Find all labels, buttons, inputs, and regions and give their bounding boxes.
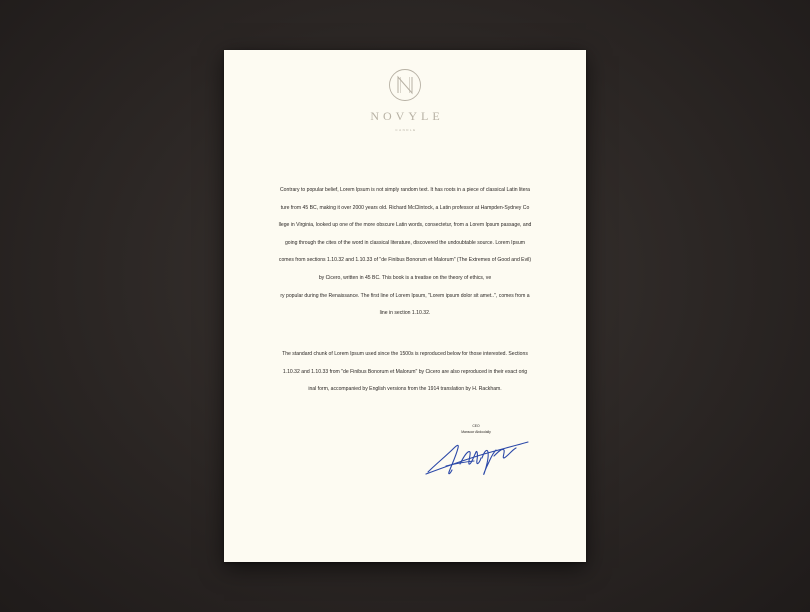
letter-page — [224, 50, 586, 562]
logo-wordmark: NOVYLE — [370, 109, 444, 123]
letter-paragraph-2 — [270, 346, 540, 399]
paragraph-line: The standard chunk of Lorem Ipsum used since the 1500s is reproduced below for those interested. Sections — [282, 351, 528, 357]
paragraph-line: comes from sections 1.10.32 and 1.10.33 of "de Finibus Bonorum et Malorum" (The Extremes of Good and Evil) — [278, 257, 532, 264]
paragraph-line: llege in Virginia, looked up one of the more obscure Latin words, consectetur, from a Lorem Ipsum passage, and — [278, 222, 532, 229]
letter-paragraph-1 — [270, 182, 540, 323]
paragraph-line: ture from 45 BC, making it over 2000 years old. Richard McClintock, a Latin professor at Hampden-Sydney Co — [280, 204, 530, 211]
signatory-title: CEO — [472, 424, 480, 428]
signature-icon — [424, 434, 532, 478]
company-logo — [224, 68, 586, 132]
paragraph-line: going through the cites of the word in classical literature, discovered the undoubtable source. Lorem Ipsum — [284, 239, 526, 246]
paragraph-line: 1.10.32 and 1.10.33 from "de Finibus Bonorum et Malorum" by Cicero are also reproduced in their exact orig — [282, 368, 528, 375]
paragraph-line: line in section 1.10.32. — [379, 310, 431, 317]
monogram-logo-icon — [388, 68, 422, 102]
paragraph-line: Contrary to popular belief, Lorem Ipsum is not simply random text. It has roots in a piece of classical Latin litera — [280, 187, 530, 193]
paragraph-line: inal form, accompanied by English versions from the 1914 translation by H. Rackham. — [308, 386, 502, 393]
signatory-name: Mansoor Abdoolally — [461, 430, 491, 434]
logo-tagline: CANDLE — [395, 128, 417, 132]
paragraph-line: ry popular during the Renaissance. The first line of Lorem Ipsum, "Lorem ipsum dolor sit amet..", comes from a — [280, 292, 530, 299]
paragraph-line: by Cicero, written in 45 BC. This book is a treatise on the theory of ethics, ve — [318, 274, 492, 281]
